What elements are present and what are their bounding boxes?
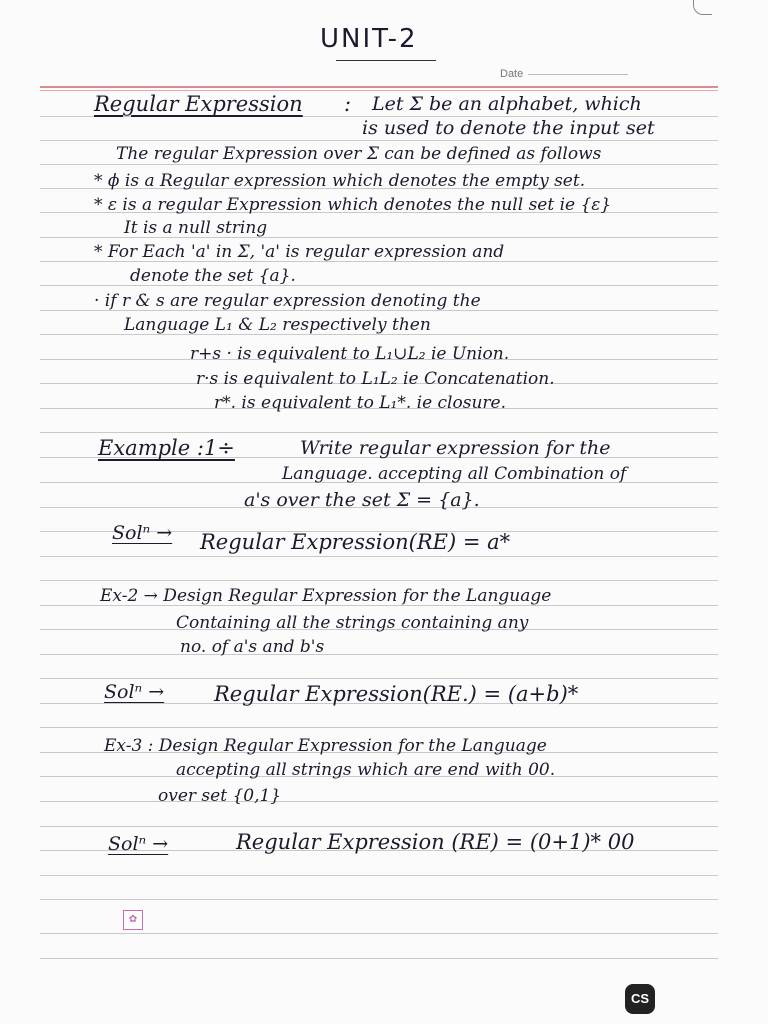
header-rule-secondary bbox=[40, 90, 718, 91]
bullet-null-set: * ε is a regular Expression which denotes the null set ie {ε} bbox=[94, 195, 612, 215]
ruled-line bbox=[40, 654, 718, 655]
bullet-composition-cont: Language L₁ & L₂ respectively then bbox=[124, 315, 431, 335]
example-1-text: Write regular expression for the bbox=[300, 437, 611, 459]
bullet-empty-set: * ϕ is a Regular expression which denotes the empty set. bbox=[94, 171, 586, 191]
definition-line: is used to denote the input set bbox=[362, 117, 655, 139]
ruled-line bbox=[40, 801, 718, 802]
ruled-line bbox=[40, 727, 718, 728]
example-2-text: no. of a's and b's bbox=[180, 637, 325, 657]
ruled-line bbox=[40, 933, 718, 934]
bullet-symbol-rule: * For Each 'a' in Σ, 'a' is regular expression and bbox=[94, 242, 505, 262]
concatenation-rule: r·s is equivalent to L₁L₂ ie Concatenation. bbox=[196, 369, 555, 389]
solution-3-text: Regular Expression (RE) = (0+1)* 00 bbox=[236, 830, 635, 854]
ruled-line bbox=[40, 432, 718, 433]
stamp-icon: ✿ bbox=[123, 910, 143, 930]
example-1-text: Language. accepting all Combination of bbox=[282, 464, 627, 484]
ruled-line bbox=[40, 580, 718, 581]
ruled-line bbox=[40, 678, 718, 679]
date-label: Date bbox=[500, 68, 524, 80]
solution-1-label: Solⁿ → bbox=[112, 522, 173, 544]
ruled-line bbox=[40, 140, 718, 141]
solution-2-label: Solⁿ → bbox=[104, 681, 165, 703]
example-2-text: Containing all the strings containing any bbox=[176, 613, 529, 633]
example-1-text: a's over the set Σ = {a}. bbox=[244, 489, 480, 511]
heading-colon: : bbox=[344, 92, 352, 116]
ruled-line bbox=[40, 826, 718, 827]
definition-line: The regular Expression over Σ can be defined as follows bbox=[116, 144, 602, 164]
ruled-line bbox=[40, 875, 718, 876]
bullet-null-string: It is a null string bbox=[124, 218, 268, 238]
example-2-text: Ex-2 → Design Regular Expression for the Language bbox=[100, 586, 552, 606]
camscanner-badge: CS bbox=[625, 984, 655, 1014]
solution-3-label: Solⁿ → bbox=[108, 833, 169, 855]
date-line bbox=[528, 74, 628, 75]
page-corner-mark bbox=[693, 0, 712, 15]
union-rule: r+s · is equivalent to L₁∪L₂ ie Union. bbox=[190, 344, 510, 364]
title-underline bbox=[336, 60, 436, 61]
example-3-text: Ex-3 : Design Regular Expression for the Language bbox=[104, 736, 547, 756]
bullet-symbol-set: denote the set {a}. bbox=[130, 266, 296, 286]
ruled-line bbox=[40, 556, 718, 557]
example-3-text: over set {0,1} bbox=[158, 786, 282, 806]
solution-2-text: Regular Expression(RE.) = (a+b)* bbox=[214, 682, 579, 706]
solution-1-text: Regular Expression(RE) = a* bbox=[200, 530, 511, 554]
bullet-composition: · if r & s are regular expression denoting the bbox=[94, 291, 481, 311]
ruled-line bbox=[40, 958, 718, 959]
definition-line: Let Σ be an alphabet, which bbox=[372, 93, 642, 115]
header-rule bbox=[40, 86, 718, 88]
regular-expression-heading: Regular Expression bbox=[94, 92, 303, 116]
page-title: UNIT-2 bbox=[320, 24, 418, 54]
closure-rule: r*. is equivalent to L₁*. ie closure. bbox=[214, 393, 506, 413]
ruled-line bbox=[40, 899, 718, 900]
example-3-text: accepting all strings which are end with 00. bbox=[176, 760, 556, 780]
example-1-label: Example :1÷ bbox=[98, 436, 235, 460]
